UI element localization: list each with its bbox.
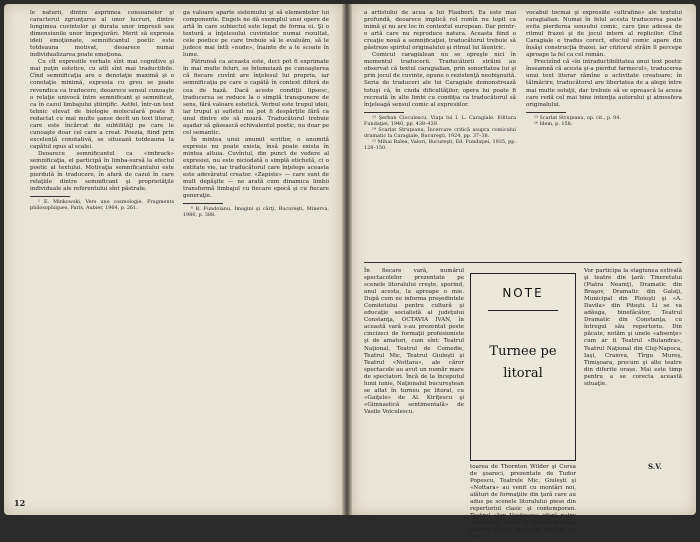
paragraph: a artistului de acea a lui Flaubert. Ea este mai profundă, deoarece implică rol romîn nu topit ca inimă şi nu are loc în contextul european. Dar printr-o artă care nu reproduce natura. Aceasta fiind o creaţie nouă a semnificaţiei, traducătorul trebuie să păstreze spiritul originalului şi ritmul lui lăuntric. [364,10,516,52]
footnote: ¹³ Şerban Cioculescu, Viaţa lui I. L. Caragiale. Editura Fundaţiei, 1940, pp. 438–439. [364,114,516,127]
paragraph: ga valoare aparte sistemului şi să elementelor lui componente. Engels ne dă exemplul unei opere de artă în care subiectul este legat de forma ei. Şi o textură a înţelesului cuvintelor numai rezultat, cele poetice pe care trebuie să le evaluăm, să le judece mai întîi «nude», înainte de a le scoate în lume. [183,10,329,59]
note-column-left [364,268,464,500]
paragraph: În mintea unui anumit scriitor, o anumită expresie nu poate exista, însă poate exista în mintea altuia. Cuvîntul, din punct de vedere al expresiei, nu este niciodată o simplă etichetă, ci o entitate vie, iar traducătorul care înţelege aceasta este adevăratul creator. «Zapiste» — care sunt de mult depăşite — ne arată cum dinamica limbii transformă limbajul cu fiecare epocă şi cu fiecare generaţie. [183,136,329,200]
note-column-center [470,464,576,541]
footnote: ¹³ Scarlat Struţeanu, op. cit., p. 94. [534,114,621,121]
page-number: 12 [14,498,26,508]
paragraph: toarea de Thornton Wilder şi Cursa de şoareci, prezentate de Tudor Popescu, Teatrele Mic, Giuleşti şi «Nottara» au venit cu montări noi, alături de formaţiile din ţară care au adus pe scenele litoralului piese din repertoriul clasic şi contemporan. Teatrul «Ion Vasilescu» oferă patru spectacole, unind la fiecare aceleaşi vedete şi un program pentru cei mici. [470,464,576,541]
footnote: ¹⁵ Mihai Ralea, Valori, Bucureşti, Ed. Fundaţiei, 1935, pp. 128–150. [364,138,516,151]
left-page [4,4,342,515]
footnote-rule [30,196,70,197]
right-column-1 [364,10,516,256]
footnote-rule [183,203,223,204]
section-divider [364,262,682,263]
author-signature: S.V. [648,462,662,471]
footnote-rule [526,112,566,113]
paragraph: Precizînd că «în intraductibilitatea unui text poetic înseamnă că acesta şi-a pierdut farmecul», traducerea unui text literar rămîne o activitate creatoare; în tălmăcire, traducătorul are libertatea de a alege între mai multe soluţii, dar trebuie să se oprească la aceea care redă cel mai bine intenţia autorului şi atmosfera originalului. [526,59,682,108]
note-divider [488,310,558,311]
paragraph: Cu cît expresiile verbale sînt mai cognitive şi mai puţin estetice, cu atît sînt mai traductibile. Cînd semnificaţia are o denotaţie maximă şi o conotaţie minimă, expresia cu greu se poate revendica ca traducere, deoarece sensul cunoaşte o relaţie univocă între semnificant şi semnificat, ca în cazul limbajului ştiinţific. Astfel, într-un text tehnic elevat de biologie moleculară poate fi redactat cu mai multe şanse decît un text literar, care este încărcat de subtilităţi pe care le cunoaşte doar cel care a creat. Poezia, fiind prin excelenţă conotativă, se situează totdeauna la capătul opus al scalei. [30,59,174,150]
footnote-rule [364,112,404,113]
note-title: NOTE [502,286,544,300]
spine-gutter [342,4,352,515]
note-heading-box [470,273,576,461]
left-column-2 [183,10,329,486]
paragraph: vocabul tocmai şi expresiile «ultrafine» ale textului caragialian. Numai în felul acesta traducerea poate evita pierderea sensului comic, care ţine adesea de ritmul frazei şi de jocul intern al replicilor. Cînd Caragiale e tradus corect, efectul comic apare din însăşi construcţia frazei, iar cititorul străin îl percepe aproape la fel ca cel român. [526,10,682,59]
right-page [352,4,696,541]
left-column-1 [30,10,174,486]
paragraph: le naturii, dintre asprimea consoanelor şi caracterul zgrunţuros al unor lucruri, dintre lungimea cuvintelor şi durata unor impresii sau dimensiunile unor împrejurări. Merit să expresia ideii emoţionate, semnificantul poetic este totdeauna motivat, deoarece numai individualizarea poate emoţiona. [30,10,174,59]
paragraph: În fiecare vară, numărul spectacolelor prezentate pe scenele litoralului creşte, sporind, anul acesta, la aproape o mie. După cum ne informa preşedintele Comitetului pentru cultură şi educaţie socialistă al judeţului Constanţa, OCTAVIA IVAN, în această vară s-au prezentat peste cincizeci de formaţii profesioniste şi de amatori, cum sînt: Teatrul Naţional, Teatrul de Comedie, Teatrul Mic, Teatrul Giuleşti şi Teatrul «Nottara», ale căror spectacole au avut un număr mare de spectatori. Încă de la începutul lunii iunie, Naţionalul bucureştean se aflat în turneu pe litoral, cu «Gaiţele» de Al. Kiriţescu şi «Gimnastică sentimentală» de Vasile Voiculescu. [364,268,464,415]
note-subject: Turnee pe litoral [489,344,557,381]
paragraph: Vor participa la stagiunea estivală şi teatre din ţară: Tineretului (Piatra Neamţ), Dramatic din Braşov, Dramatic din Galaţi, Municipal din Ploieşti şi «A. Davila» din Piteşti. Li se va adăuga, binefăcător, Teatrul Dramatic din Constanţa, cu întregul său repertoriu. Din păcate, notăm şi unele «absenţe» cum ar fi Teatrul «Bulandra», Teatrul Naţional din Cluj-Napoca, Iaşi, Craiova, Tîrgu Mureş, Timişoara, precum şi alte teatre din diferite orașe. Mai este timp pentru a se corecta această situaţie. [584,268,682,387]
footnote: ¹⁴ Scarlat Struţeanu, Încercare critică asupra comicului dramatic la Caragiale, Bucureşti, 1924, pp. 37–38. [364,126,516,139]
footnote: ¹⁶ Idem, p. 158. [534,120,573,127]
footnote: ¹ E. Minkowski, Vers une cosmologie. Fragments philosophiques, Paris, Aubier, 1964, p. 261. [30,199,174,212]
magazine-spread [4,4,696,541]
footnote: ⁸ B. Fundoianu, Imagini şi cărţi, Bucureşti, Minerva, 1980, p. 388. [183,206,329,219]
paragraph: Deoarece semnificantul ca «imbrack» semnificaţia, el participă în limba-sursă la efectul poetic al textului. Motivaţia semnificantului este pierdută în traducere, în afară de cazul în care relaţiile dintre semnificant şi proprietăţile individuale ale referentului sînt păstrate. [30,150,174,193]
paragraph: Comicul caragialean nu se opreşte nici în momentul traducerii. Traducătorii străini au observat că textul caragialian, prin sonoritatea lui şi prin jocul de cuvinte, opune o rezistenţă neobişnuită. Seria de traduceri ale lui Caragiale demonstrează totuşi că, în ciuda dificultăţilor, opera lui poate fi recreată în alte limbi cu condiţia ca traducătorul să înţeleagă sensul comic al expresiilor. [364,52,516,108]
note-column-right [584,268,682,458]
right-column-2 [526,10,682,256]
paragraph: Pătrunsă ca aceasta este, deci pot fi exprimate în mai multe feluri, se întemeiază pe cunoaşterea că fiecare cuvînt are înţelesul lui propriu, iar semnificaţia pe care o capătă în context diferă de cea de bază. Dacă aceste condiţii lipsesc, traducerea se reduce la o simplă transpunere de sens, fără valoare estetică. Verbul este trupul ideii, iar trupul şi sufletul nu pot fi despărţite fără ca unul dintre ele să moară. Traducătorul trebuie aşadar să găsească echivalentul poetic, nu doar pe cel semantic. [183,59,329,136]
